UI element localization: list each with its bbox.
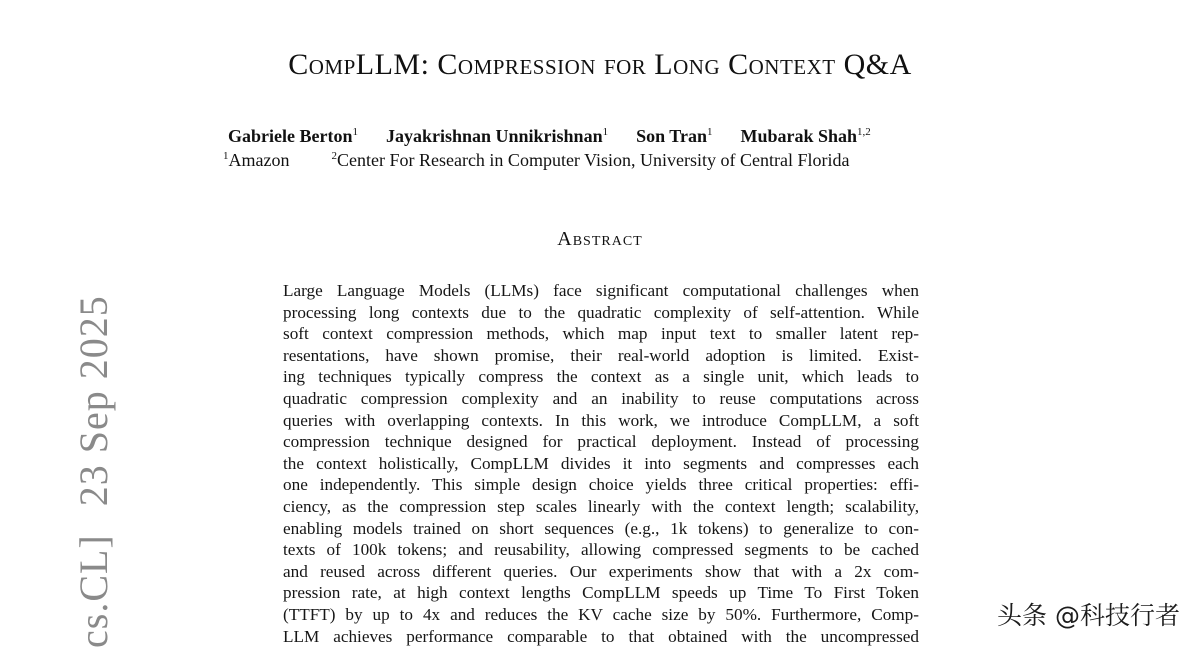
arxiv-category: cs.CL] [71, 534, 116, 648]
abstract-line: LLM achieves performance comparable to that obtained with the uncompressed [283, 626, 919, 646]
author-affiliation-mark: 1,2 [857, 126, 871, 138]
abstract-line: pression rate, at high context lengths CompLLM speeds up Time To First Token [283, 583, 919, 603]
author [228, 126, 358, 147]
abstract-line: processing long contexts due to the quadratic complexity of self-attention. While [283, 302, 919, 322]
affiliation [223, 150, 289, 170]
abstract-body [283, 280, 919, 647]
author [636, 126, 712, 147]
abstract-line: texts of 100k tokens; and reusability, allowing compressed segments to be cached [283, 540, 919, 560]
author-name: Son Tran [636, 126, 707, 146]
affiliation-name: Amazon [228, 150, 290, 170]
author [386, 126, 608, 147]
author-name: Gabriele Berton [228, 126, 353, 146]
abstract-line: resentations, have shown promise, their real-world adoption is limited. Exist- [283, 345, 919, 365]
abstract-line: ciency, as the compression step scales linearly with the context length; scalability, [283, 496, 919, 516]
author-affiliation-mark: 1 [706, 126, 713, 138]
paper-title: CompLLM: Compression for Long Context Q&A [288, 48, 912, 81]
author-name: Mubarak Shah [740, 126, 858, 146]
abstract-line: enabling models trained on short sequences (e.g., 1k tokens) to generalize to con- [283, 518, 919, 538]
abstract-line: queries with overlapping contexts. In this work, we introduce CompLLM, a soft [283, 410, 919, 430]
affiliation-mark: 2 [331, 150, 337, 162]
abstract-line: quadratic compression complexity and an inability to reuse computations across [283, 388, 919, 408]
author-name: Jayakrishnan Unnikrishnan [385, 126, 603, 146]
affiliation-name: Center For Research in Computer Vision, University of Central Florida [336, 150, 850, 170]
watermark: 头条 @科技行者 [997, 601, 1180, 630]
abstract-line: Large Language Models (LLMs) face significant computational challenges when [283, 281, 919, 300]
affiliation [331, 150, 849, 170]
arxiv-sidebar-stamp [70, 295, 117, 648]
affiliation-list [223, 150, 849, 171]
author-affiliation-mark: 1 [352, 126, 358, 138]
affiliation-mark: 1 [223, 150, 229, 162]
abstract-line: one independently. This simple design choice yields three critical properties: effi- [283, 475, 919, 495]
abstract-line: compression technique designed for practical deployment. Instead of processing [283, 432, 919, 452]
author-affiliation-mark: 1 [602, 126, 609, 138]
arxiv-date: 23 Sep 2025 [71, 295, 116, 507]
abstract-line: (TTFT) by up to 4x and reduces the KV cache size by 50%. Furthermore, Comp- [283, 604, 919, 624]
abstract-line: soft context compression methods, which map input text to smaller latent rep- [283, 324, 919, 344]
abstract-line: ing techniques typically compress the context as a single unit, which leads to [283, 367, 919, 387]
abstract-line: the context holistically, CompLLM divides it into segments and compresses each [283, 453, 919, 473]
abstract-line: and reused across different queries. Our experiments show that with a 2x com- [283, 561, 919, 581]
author-list [228, 126, 871, 147]
abstract-heading: Abstract [557, 228, 643, 250]
author [740, 126, 870, 147]
